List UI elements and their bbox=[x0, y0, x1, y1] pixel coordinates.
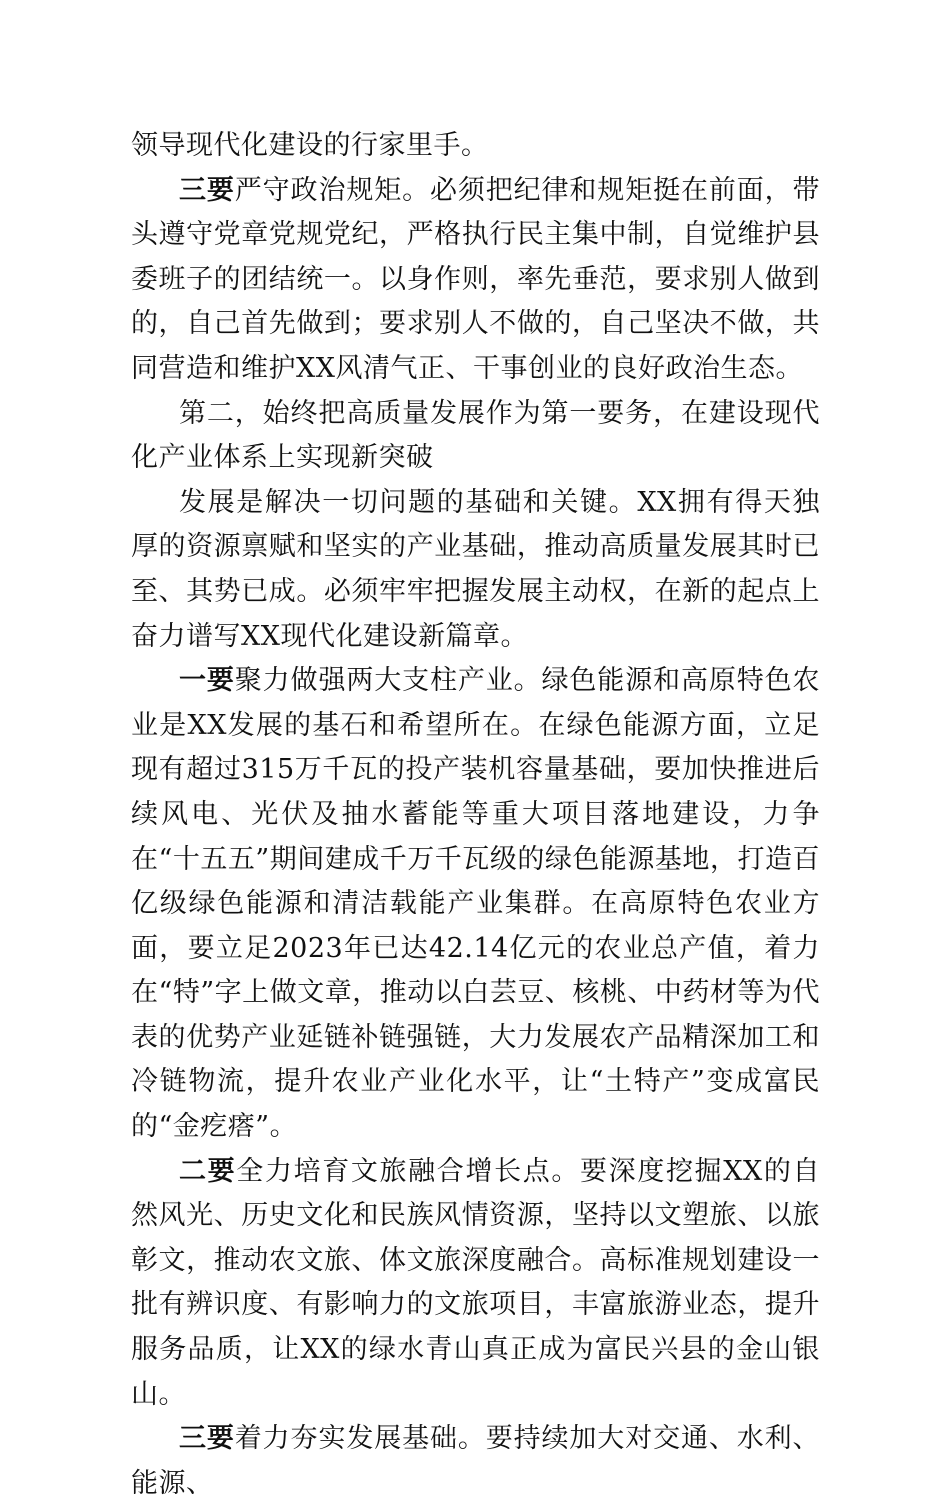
paragraph-2-text: 严守政治规矩。必须把纪律和规矩挺在前面，带头遵守党章党规党纪，严格执行民主集中制，自觉维护县委班子的团结统一。以身作则，率先垂范，要求别人做到的，自己首先做到；要求别人不做的，自己坚决不做，共同营造和维护XX风清气正、干事创业的良好政治生态。 bbox=[131, 174, 821, 384]
paragraph-6 bbox=[131, 1150, 820, 1418]
paragraph-4 bbox=[131, 481, 820, 659]
section-heading bbox=[131, 392, 820, 481]
paragraph-4-text: 发展是解决一切问题的基础和关键。XX拥有得天独厚的资源禀赋和坚实的产业基础，推动高质量发展其时已至、其势已成。必须牢牢把握发展主动权，在新的起点上奋力谱写XX现代化建设新篇章。 bbox=[131, 486, 820, 652]
paragraph-2-lead: 三要 bbox=[179, 174, 235, 206]
paragraph-6-text: 全力培育文旅融合增长点。要深度挖掘XX的自然风光、历史文化和民族风情资源，坚持以文塑旅、以旅彰文，推动农文旅、体文旅深度融合。高标准规划建设一批有辨识度、有影响力的文旅项目，丰富旅游业态，提升服务品质，让XX的绿水青山真正成为富民兴县的金山银山。 bbox=[131, 1155, 820, 1410]
paragraph-7-lead: 三要 bbox=[179, 1423, 235, 1455]
paragraph-1 bbox=[131, 124, 820, 169]
section-heading-text: 第二，始终把高质量发展作为第一要务，在建设现代化产业体系上实现新突破 bbox=[131, 397, 820, 474]
paragraph-7-text: 着力夯实发展基础。要持续加大对交通、水利、能源、 bbox=[131, 1423, 821, 1499]
paragraph-5-lead: 一要 bbox=[179, 665, 235, 697]
paragraph-6-lead: 二要 bbox=[179, 1155, 237, 1187]
paragraph-7 bbox=[131, 1417, 820, 1506]
document-body bbox=[131, 124, 820, 1506]
paragraph-2 bbox=[131, 169, 820, 392]
paragraph-1-text: 领导现代化建设的行家里手。 bbox=[131, 130, 489, 161]
paragraph-5 bbox=[131, 659, 820, 1150]
paragraph-5-text: 聚力做强两大支柱产业。绿色能源和高原特色农业是XX发展的基石和希望所在。在绿色能源方面，立足现有超过315万千瓦的投产装机容量基础，要加快推进后续风电、光伏及抽水蓄能等重大项目落地建设，力争在“十五五”期间建成千万千瓦级的绿色能源基地，打造百亿级绿色能源和清洁载能产业集群。在高原特色农业方面，要立足2023年已达42.14亿元的农业总产值，着力在“特”字上做文章，推动以白芸豆、核桃、中药材等为代表的优势产业延链补链强链，大力发展农产品精深加工和冷链物流，提升农业产业化水平，让“土特产”变成富民的“金疙瘩”。 bbox=[131, 665, 821, 1143]
